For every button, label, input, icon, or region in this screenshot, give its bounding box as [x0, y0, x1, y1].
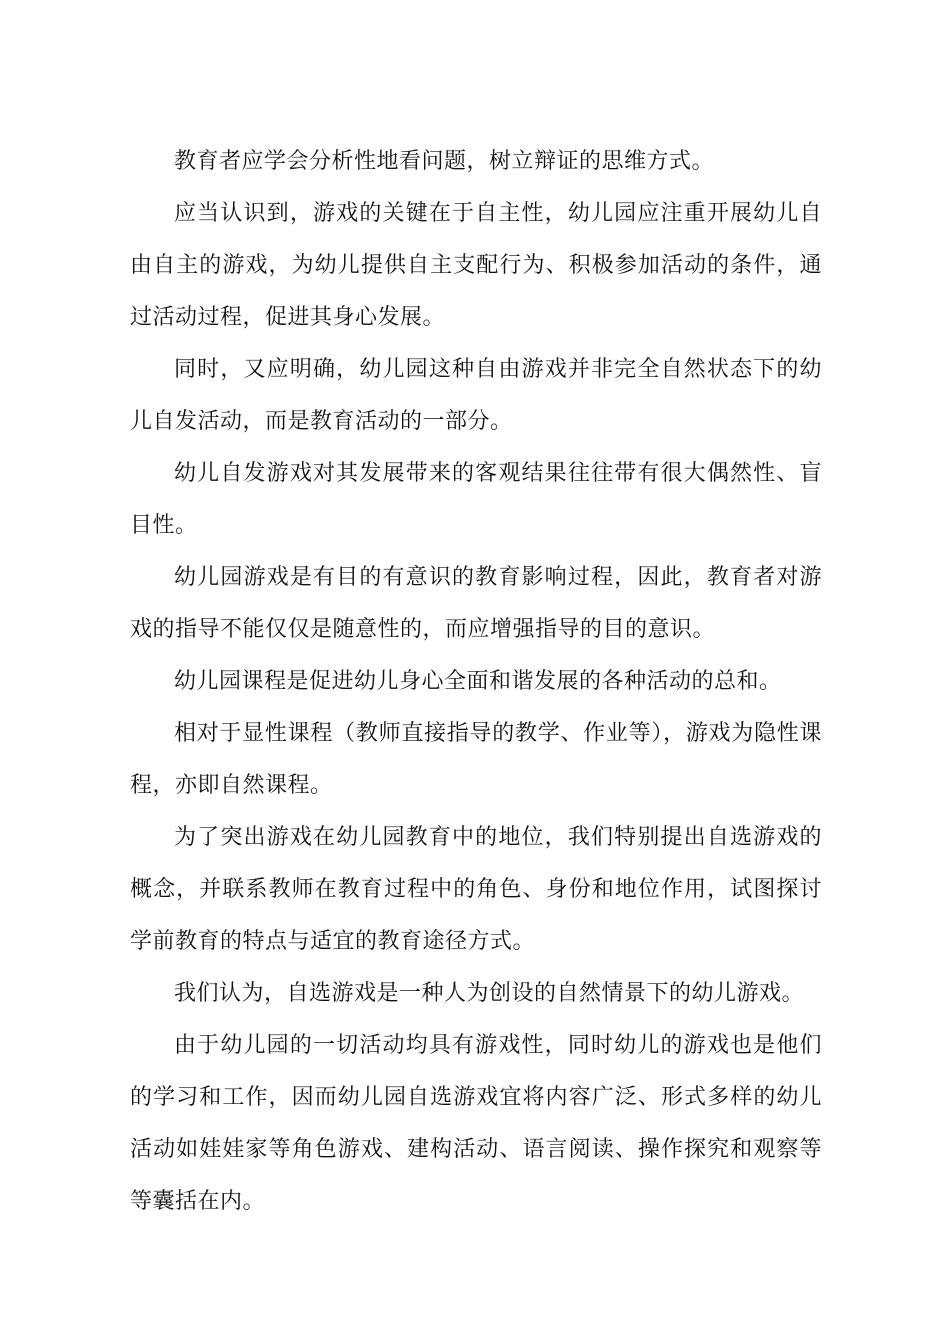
document-body: [130, 136, 822, 1228]
paragraph: 幼儿园游戏是有目的有意识的教育影响过程，因此，教育者对游戏的指导不能仅仅是随意性的，而应增强指导的目的意识。: [130, 565, 822, 642]
paragraph: 教育者应学会分析性地看问题，树立辩证的思维方式。: [174, 149, 715, 174]
paragraph: 同时，又应明确，幼儿园这种自由游戏并非完全自然状态下的幼儿自发活动，而是教育活动的一部分。: [130, 357, 822, 434]
paragraph: 相对于显性课程（教师直接指导的教学、作业等），游戏为隐性课程，亦即自然课程。: [130, 721, 822, 798]
paragraph: 为了突出游戏在幼儿园教育中的地位，我们特别提出自选游戏的概念，并联系教师在教育过程中的角色、身份和地位作用，试图探讨学前教育的特点与适宜的教育途径方式。: [130, 825, 822, 954]
paragraph: 我们认为，自选游戏是一种人为创设的自然情景下的幼儿游戏。: [174, 981, 805, 1006]
paragraph: 应当认识到，游戏的关键在于自主性，幼儿园应注重开展幼儿自由自主的游戏，为幼儿提供自主支配行为、积极参加活动的条件，通过活动过程，促进其身心发展。: [130, 201, 822, 330]
paragraph: 幼儿自发游戏对其发展带来的客观结果往往带有很大偶然性、盲目性。: [130, 461, 822, 538]
paragraph: 幼儿园课程是促进幼儿身心全面和谐发展的各种活动的总和。: [174, 669, 782, 694]
paragraph: 由于幼儿园的一切活动均具有游戏性，同时幼儿的游戏也是他们的学习和工作，因而幼儿园自选游戏宜将内容广泛、形式多样的幼儿活动如娃娃家等角色游戏、建构活动、语言阅读、操作探究和观察等等囊括在内。: [130, 1033, 822, 1214]
